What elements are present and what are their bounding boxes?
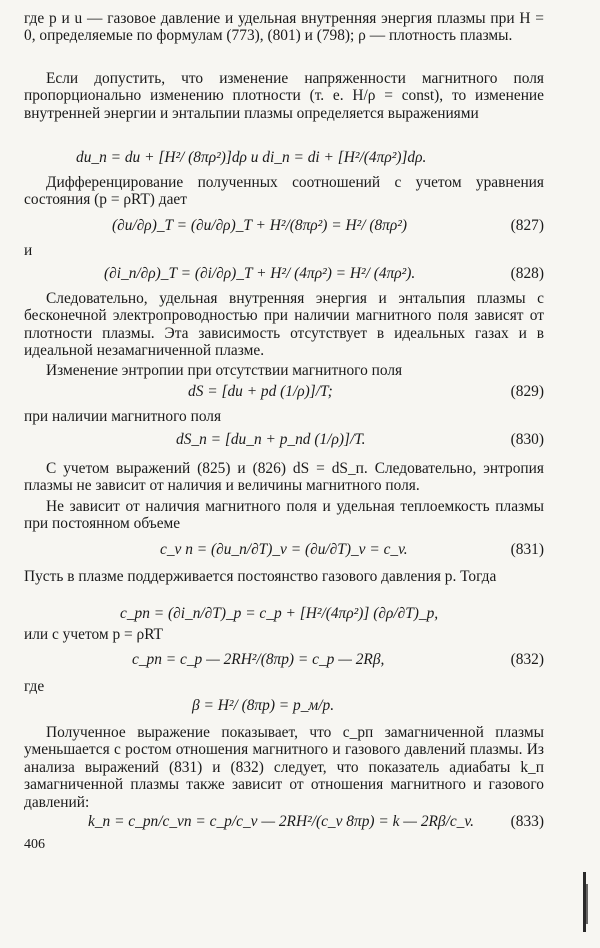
paragraph-6: при наличии магнитного поля [24, 408, 222, 425]
equation-number: (833) [510, 813, 544, 830]
equation-text: c_pп = c_p — 2RH²/(8πp) = c_p — 2Rβ, [132, 651, 385, 668]
equation-number: (832) [510, 651, 544, 668]
equation-829 [24, 380, 544, 404]
equation-833 [24, 810, 544, 834]
equation-beta [24, 694, 544, 718]
equation-cp [24, 602, 544, 626]
conjunction-i: и [24, 242, 33, 259]
equation-text: c_pп = (∂i_п/∂T)_p = c_p + [H²/(4πρ²)] (∂ρ/∂T)_p, [120, 605, 439, 622]
paragraph-3: Дифференцирование полученных соотношений с учетом уравнения состояния (p = ρRT) дает [24, 174, 544, 209]
equation-832 [24, 648, 544, 672]
page-number: 406 [24, 837, 45, 852]
equation-text: k_п = c_pп/c_vп = c_p/c_v — 2RH²/(c_v 8πp) = k — 2Rβ/c_v. [88, 813, 474, 830]
equation-text: dS_п = [du_п + p_пd (1/ρ)]/T. [176, 431, 366, 448]
paragraph-4: Следовательно, удельная внутренняя энергия и энтальпия плазмы с бесконечной электропроводностью при наличии магнитного поля зависят от плотности плазмы. Эта зависимость отсутствует в идеальных газах и в идеальной незамагниченной плазме. [24, 290, 544, 360]
paragraph-8: Не зависит от наличия магнитного поля и удельная теплоемкость плазмы при постоянном объеме [24, 498, 544, 533]
equation-text: β = H²/ (8πp) = p_м/p. [192, 697, 335, 714]
paragraph-1: где p и u — газовое давление и удельная внутренняя энергия плазмы при H = 0, определяемые по формулам (773), (801) и (798); ρ — плотность плазмы. [24, 10, 544, 45]
paragraph-11: Полученное выражение показывает, что c_pп замагниченной плазмы уменьшается с ростом отношения магнитного и газового давлений плазмы. Из анализа выражений (831) и (832) следует, что показатель адиабаты k_п замагниченной плазмы также зависит от отношения магнитного и газового давлений: [24, 724, 544, 811]
equation-text: du_п = du + [H²/ (8πρ²)]dρ и di_п = di + [H²/(4πρ²)]dρ. [76, 149, 427, 166]
paragraph-5: Изменение энтропии при отсутствии магнитного поля [46, 362, 403, 379]
equation-text: dS = [du + pd (1/ρ)]/T; [188, 383, 333, 400]
equation-number: (830) [510, 431, 544, 448]
equation-number: (827) [510, 217, 544, 234]
paragraph-7: С учетом выражений (825) и (826) dS = dS_п. Следовательно, энтропия плазмы не зависит от наличия и величины магнитного поля. [24, 460, 544, 495]
equation-827 [24, 214, 544, 238]
paragraph-2: Если допустить, что изменение напряженности магнитного поля пропорционально изменению плотности (т. е. H/ρ = const), то изменение внутренней энергии и энтальпии плазмы определяется выражениями [24, 70, 544, 122]
equation-number: (831) [510, 541, 544, 558]
paragraph-9: Пусть в плазме поддерживается постоянство газового давления p. Тогда [24, 568, 497, 585]
equation-830 [24, 428, 544, 452]
equation-831 [24, 538, 544, 562]
equation-text: c_v п = (∂u_п/∂T)_v = (∂u/∂T)_v = c_v. [160, 541, 408, 558]
equation-number: (828) [510, 265, 544, 282]
paragraph-10: или с учетом p = ρRT [24, 626, 163, 643]
equation-number: (829) [510, 383, 544, 400]
equation-828 [24, 262, 544, 286]
scan-edge-mark [586, 884, 588, 924]
equation-differentials [24, 146, 544, 170]
equation-text: (∂i_п/∂ρ)_T = (∂i/∂ρ)_T + H²/ (4πρ²) = H²/ (4πρ²). [104, 265, 416, 282]
equation-text: (∂u/∂ρ)_T = (∂u/∂ρ)_T + H²/(8πρ²) = H²/ (8πρ²) [112, 217, 408, 234]
word-gde: где [24, 678, 45, 695]
